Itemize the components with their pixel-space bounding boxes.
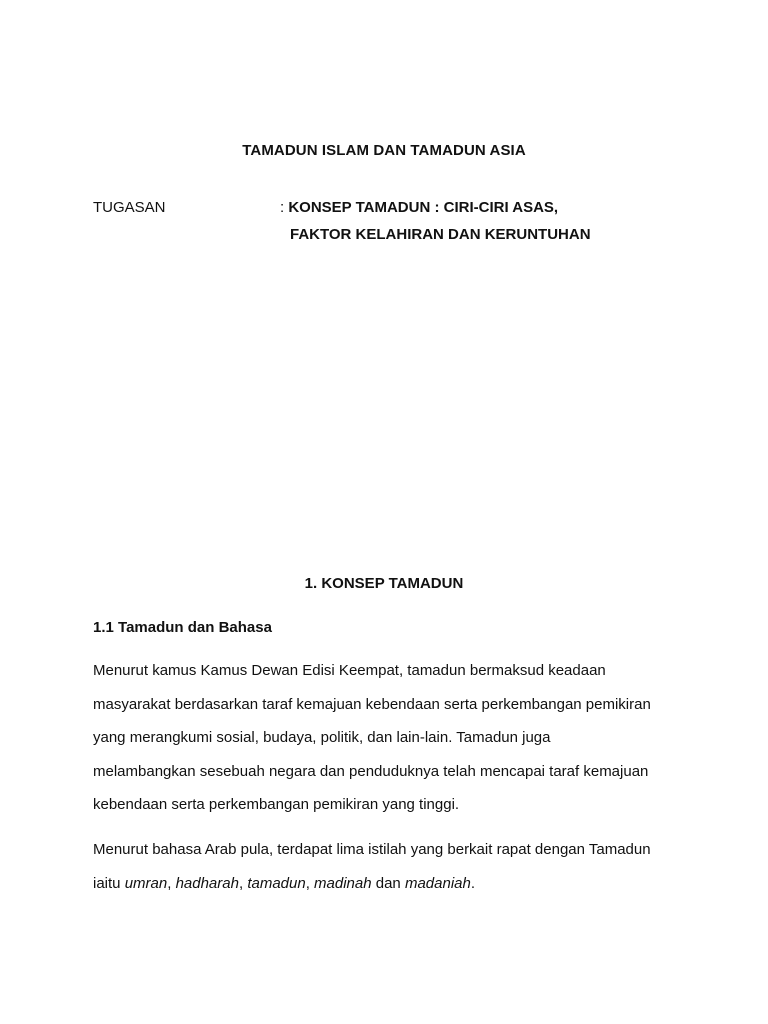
term-separator: , xyxy=(238,874,248,892)
section-heading: 1. KONSEP TAMADUN xyxy=(304,575,464,592)
terms-period: . xyxy=(470,874,476,892)
term-separator: , xyxy=(305,874,315,892)
task-label: TUGASAN xyxy=(93,199,166,216)
paragraph-line: kebendaan serta perkembangan pemikiran yang tinggi. xyxy=(93,796,460,813)
paragraph-line: Menurut bahasa Arab pula, terdapat lima istilah yang berkait rapat dengan Tamadun xyxy=(93,841,651,858)
sub-heading: 1.1 Tamadun dan Bahasa xyxy=(93,619,272,636)
paragraph-line: yang merangkumi sosial, budaya, politik, dan lain-lain. Tamadun juga xyxy=(93,729,551,746)
task-value-line-2: FAKTOR KELAHIRAN DAN KERUNTUHAN xyxy=(290,226,591,243)
term-separator: , xyxy=(167,874,176,892)
term-madinah: madinah xyxy=(314,874,372,892)
paragraph-line-terms xyxy=(93,867,693,901)
task-value-line-1 xyxy=(280,199,558,216)
paragraph-definition xyxy=(93,654,693,822)
paragraph-arabic-terms xyxy=(93,833,693,900)
terms-prefix: iaitu xyxy=(93,874,125,892)
term-tamadun: tamadun xyxy=(247,874,306,892)
term-madaniah: madaniah xyxy=(404,874,471,892)
task-separator: : xyxy=(280,199,289,216)
term-umran: umran xyxy=(124,874,168,892)
task-title-part-1: KONSEP TAMADUN : CIRI-CIRI ASAS, xyxy=(288,199,559,216)
paragraph-line: masyarakat berdasarkan taraf kemajuan kebendaan serta perkembangan pemikiran xyxy=(93,695,651,713)
term-conjunction: dan xyxy=(371,874,405,892)
paragraph-line: melambangkan sesebuah negara dan penduduknya telah mencapai taraf kemajuan xyxy=(93,762,649,780)
paragraph-line: Menurut kamus Kamus Dewan Edisi Keempat, tamadun bermaksud keadaan xyxy=(93,662,606,679)
term-hadharah: hadharah xyxy=(175,874,239,892)
course-title: TAMADUN ISLAM DAN TAMADUN ASIA xyxy=(242,142,526,159)
